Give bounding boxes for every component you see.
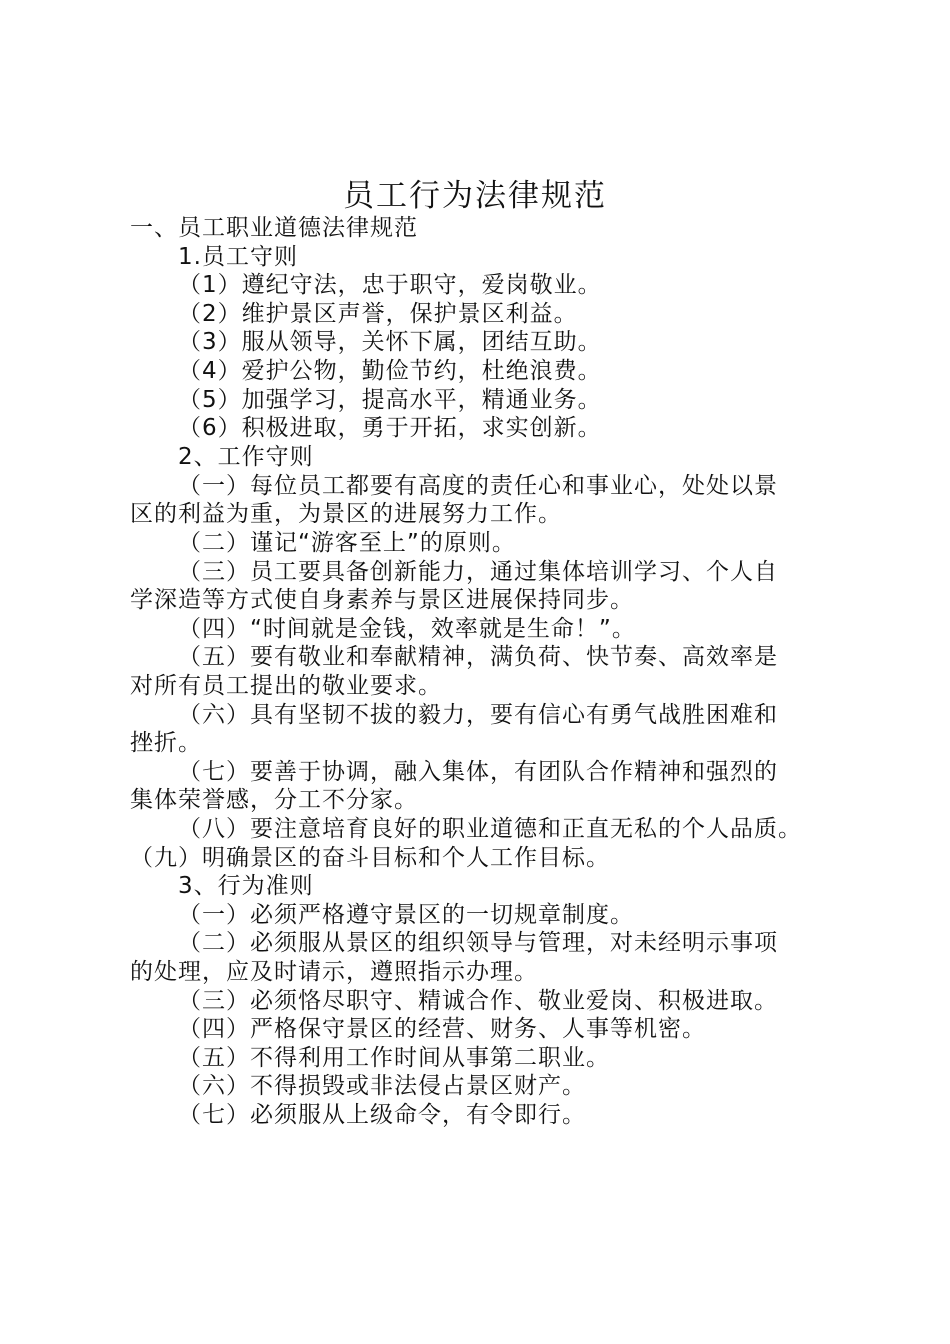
paragraph-line: （八）要注意培育良好的职业道德和正直无私的个人品质。 [178,816,802,842]
paragraph-line: （七）要善于协调，融入集体，有团队合作精神和强烈的 [178,759,778,785]
paragraph-line: （五）不得利用工作时间从事第二职业。 [178,1045,610,1071]
rule-item: （5）加强学习，提高水平，精通业务。 [178,387,602,413]
paragraph-line: （二）必须服从景区的组织领导与管理，对未经明示事项 [178,930,778,956]
paragraph-line: （二）谨记“游客至上”的原则。 [178,530,516,556]
paragraph-line: （四）严格保守景区的经营、财务、人事等机密。 [178,1016,706,1042]
rule-item: （3）服从领导，关怀下属，团结互助。 [178,329,602,355]
paragraph-line: （一）必须严格遵守景区的一切规章制度。 [178,902,634,928]
rule-item: （6）积极进取，勇于开拓，求实创新。 [178,415,602,441]
rule-item: （2）维护景区声誉，保护景区利益。 [178,301,578,327]
paragraph-line: 的处理，应及时请示，遵照指示办理。 [130,959,538,985]
paragraph-line: （六）具有坚韧不拔的毅力，要有信心有勇气战胜困难和 [178,702,778,728]
paragraph-line: 对所有员工提出的敬业要求。 [130,673,442,699]
section-heading: 一、员工职业道德法律规范 [130,215,418,241]
paragraph-line: （一）每位员工都要有高度的责任心和事业心，处处以景 [178,473,778,499]
paragraph-line: 挫折。 [130,730,202,756]
paragraph-line: 区的利益为重，为景区的进展努力工作。 [130,501,562,527]
paragraph-line: （六）不得损毁或非法侵占景区财产。 [178,1073,586,1099]
rule-item: （4）爱护公物，勤俭节约，杜绝浪费。 [178,358,602,384]
subsection-heading: 2、工作守则 [178,444,314,470]
document-title: 员工行为法律规范 [343,178,607,214]
paragraph-line: 集体荣誉感，分工不分家。 [130,787,418,813]
paragraph-line: （四）“时间就是金钱，效率就是生命！”。 [178,616,636,642]
subsection-heading: 1.员工守则 [178,244,298,270]
paragraph-line: （七）必须服从上级命令，有令即行。 [178,1102,586,1128]
paragraph-line: （九）明确景区的奋斗目标和个人工作目标。 [130,845,610,871]
paragraph-line: （五）要有敬业和奉献精神，满负荷、快节奏、高效率是 [178,644,778,670]
rule-item: （1）遵纪守法，忠于职守，爱岗敬业。 [178,272,602,298]
paragraph-line: （三）必须恪尽职守、精诚合作、敬业爱岗、积极进取。 [178,988,778,1014]
paragraph-line: （三）员工要具备创新能力，通过集体培训学习、个人自 [178,559,778,585]
subsection-heading: 3、行为准则 [178,873,314,899]
paragraph-line: 学深造等方式使自身素养与景区进展保持同步。 [130,587,634,613]
